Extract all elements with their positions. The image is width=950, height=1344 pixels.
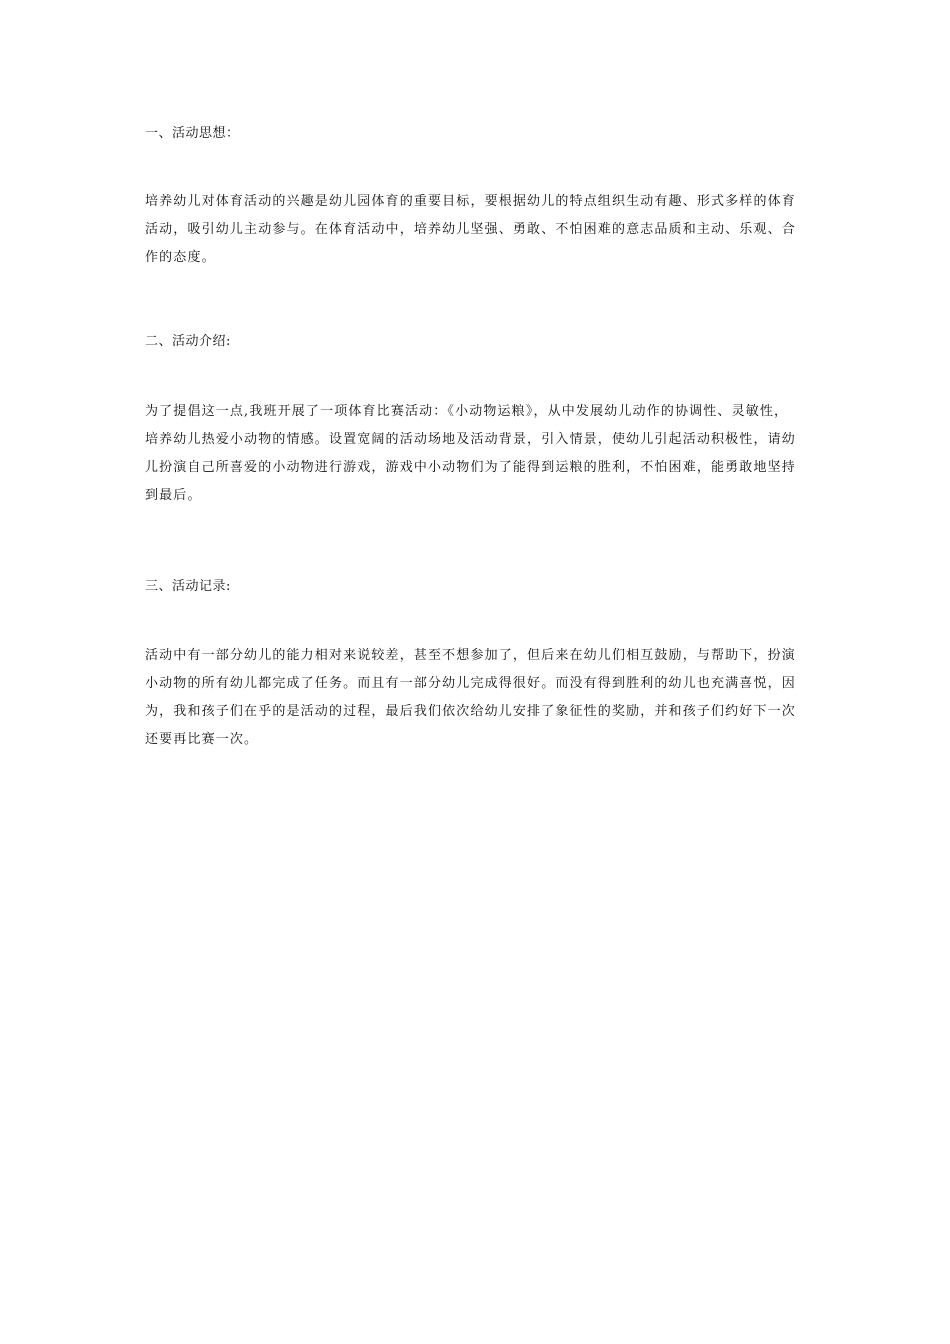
section-heading-activity-record: 三、活动记录: [145, 579, 231, 594]
paragraph-line: 到最后。 [145, 488, 202, 503]
section-paragraph-activity-record [145, 642, 807, 754]
paragraph-line: 培养幼儿热爱小动物的情感。设置宽阔的活动场地及活动背景，引入情景，使幼儿引起活动积极性，请幼 [145, 432, 796, 447]
paragraph-line: 为了提倡这一点,我班开展了一项体育比赛活动：《小动物运粮》，从中发展幼儿动作的协调性、灵敏性， [145, 404, 789, 419]
paragraph-line: 还要再比赛一次。 [145, 732, 259, 747]
paragraph-line: 培养幼儿对体育活动的兴趣是幼儿园体育的重要目标，要根据幼儿的特点组织生动有趣、形式多样的体育 [145, 194, 796, 209]
paragraph-line: 小动物的所有幼儿都完成了任务。而且有一部分幼儿完成得很好。而没有得到胜利的幼儿也充满喜悦，因 [145, 676, 796, 691]
section-heading-activity-intro: 二、活动介绍: [145, 334, 231, 349]
paragraph-line: 活动中有一部分幼儿的能力相对来说较差，甚至不想参加了，但后来在幼儿们相互鼓励，与帮助下，扮演 [145, 648, 796, 663]
section-heading-activity-idea: 一、活动思想： [145, 126, 240, 141]
paragraph-line: 儿扮演自己所喜爱的小动物进行游戏，游戏中小动物们为了能得到运粮的胜利，不怕困难，能勇敢地坚持 [145, 460, 796, 475]
paragraph-line: 为，我和孩子们在乎的是活动的过程，最后我们依次给幼儿安排了象征性的奖励，并和孩子们约好下一次 [145, 704, 796, 719]
section-paragraph-activity-idea [145, 188, 807, 272]
paragraph-line: 活动，吸引幼儿主动参与。在体育活动中，培养幼儿坚强、勇敢、不怕困难的意志品质和主动、乐观、合 [145, 222, 796, 237]
section-paragraph-activity-intro [145, 398, 807, 510]
paragraph-line: 作的态度。 [145, 250, 216, 265]
